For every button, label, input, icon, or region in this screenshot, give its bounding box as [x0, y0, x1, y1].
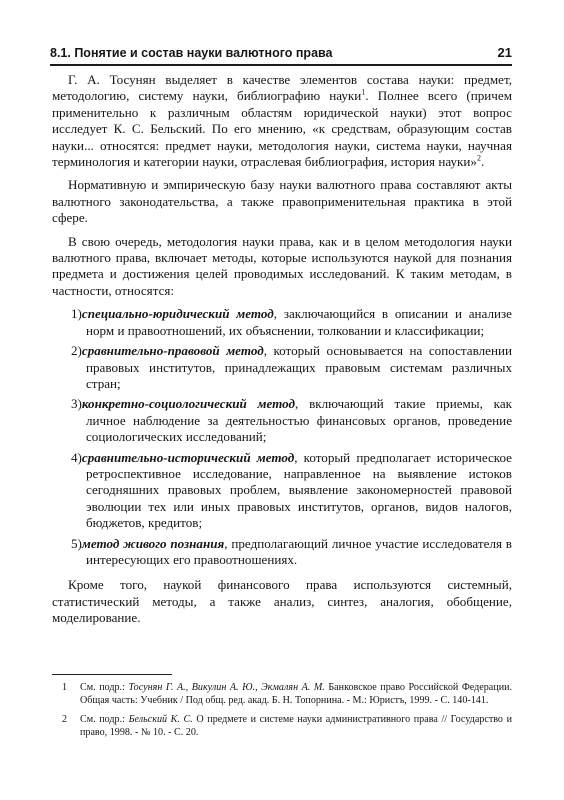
- method-name: специально-юридический метод: [81, 306, 274, 322]
- footnote-authors: Тосунян Г. А., Викулин А. Ю., Экмалян А. М.: [128, 682, 325, 693]
- paragraph: Г. А. Тосунян выделяет в качестве элементов состава науки: предмет, методологию, систему науки, библиографию науки$^1$. Полнее всего (причем применительно к различным областям юридической науки) этот вопрос исследует К. С. Бельский. По его мнению, «к средствам, образующим состав науки... относятся: предмет науки, методология науки, система науки, научная терминология и категории науки, отраслевая библиография, история науки»$^2$.: [52, 72, 512, 170]
- method-name: метод живого познания: [81, 535, 225, 551]
- method-name: сравнительно-исторический метод: [81, 449, 295, 465]
- footnote-divider: [52, 674, 172, 675]
- footnote-mark: 2: [62, 714, 68, 725]
- list-item: 1)специально-юридический метод, заключающийся в описании и анализе норм и правоотношений, их объяснении, толковании и классификации;: [71, 306, 512, 338]
- page-number: 21: [497, 45, 512, 60]
- footnote-ref[interactable]: 2: [476, 153, 481, 163]
- footnote-ref[interactable]: 1: [361, 88, 366, 98]
- method-name: сравнительно-правовой метод: [81, 343, 264, 359]
- main-text: [52, 72, 512, 634]
- section-title: 8.1. Понятие и состав науки валютного права: [50, 46, 333, 60]
- paragraph: Нормативную и эмпирическую базу науки валютного права составляют акты валютного законодательства, а также правоприменительная практика в этой сфере.: [52, 177, 512, 226]
- list-item: 5)метод живого познания, предполагающий личное участие исследователя в интересующих его правоотношениях.: [71, 535, 512, 567]
- list-item: 2)сравнительно-правовой метод, который основывается на сопоставлении правовых институтов, принадлежащих правовым системам различных стран;: [71, 343, 512, 391]
- footnote-authors: Бельский К. С.: [128, 714, 193, 725]
- footnotes: [52, 681, 512, 745]
- footnote: 1 См. подр.: Тосунян Г. А., Викулин А. Ю., Экмалян А. М. Банковское право Российской Федерации. Общая часть: Учебник / Под общ. ред. акад. Б. Н. Топорнина. - М.: Юристъ, 1999. - С. 140-141.: [62, 682, 513, 706]
- method-name: конкретно-социологический метод: [81, 396, 296, 412]
- paragraph: В свою очередь, методология науки права, как и в целом методология науки валютного права, включает методы, которые используются наукой для познания предмета и достижения целей проводимых исследований. К таким методам, в частности, относятся:: [52, 233, 512, 298]
- footnote-mark: 1: [62, 682, 68, 693]
- paragraph: Кроме того, наукой финансового права используются системный, статистический методы, а также анализ, синтез, аналогия, обобщение, моделирование.: [52, 577, 512, 626]
- running-header: [50, 42, 512, 66]
- methods-list: [52, 306, 512, 568]
- list-item: 4)сравнительно-исторический метод, который предполагает историческое ретроспективное исследование, направленное на выявление истоков сегодняшних правовых проблем, выявление закономерностей правовой эволюции тех или иных правовых институтов, органов, видов налогов, бюджетов, кредитов;: [71, 449, 512, 531]
- footnote: 2 См. подр.: Бельский К. С. О предмете и системе науки административного права // Государство и право, 1998. - № 10. - С. 20.: [62, 714, 512, 738]
- list-item: 3)конкретно-социологический метод, включающий такие приемы, как личное наблюдение за деятельностью финансовых органов, проведение социологических исследований;: [71, 396, 512, 445]
